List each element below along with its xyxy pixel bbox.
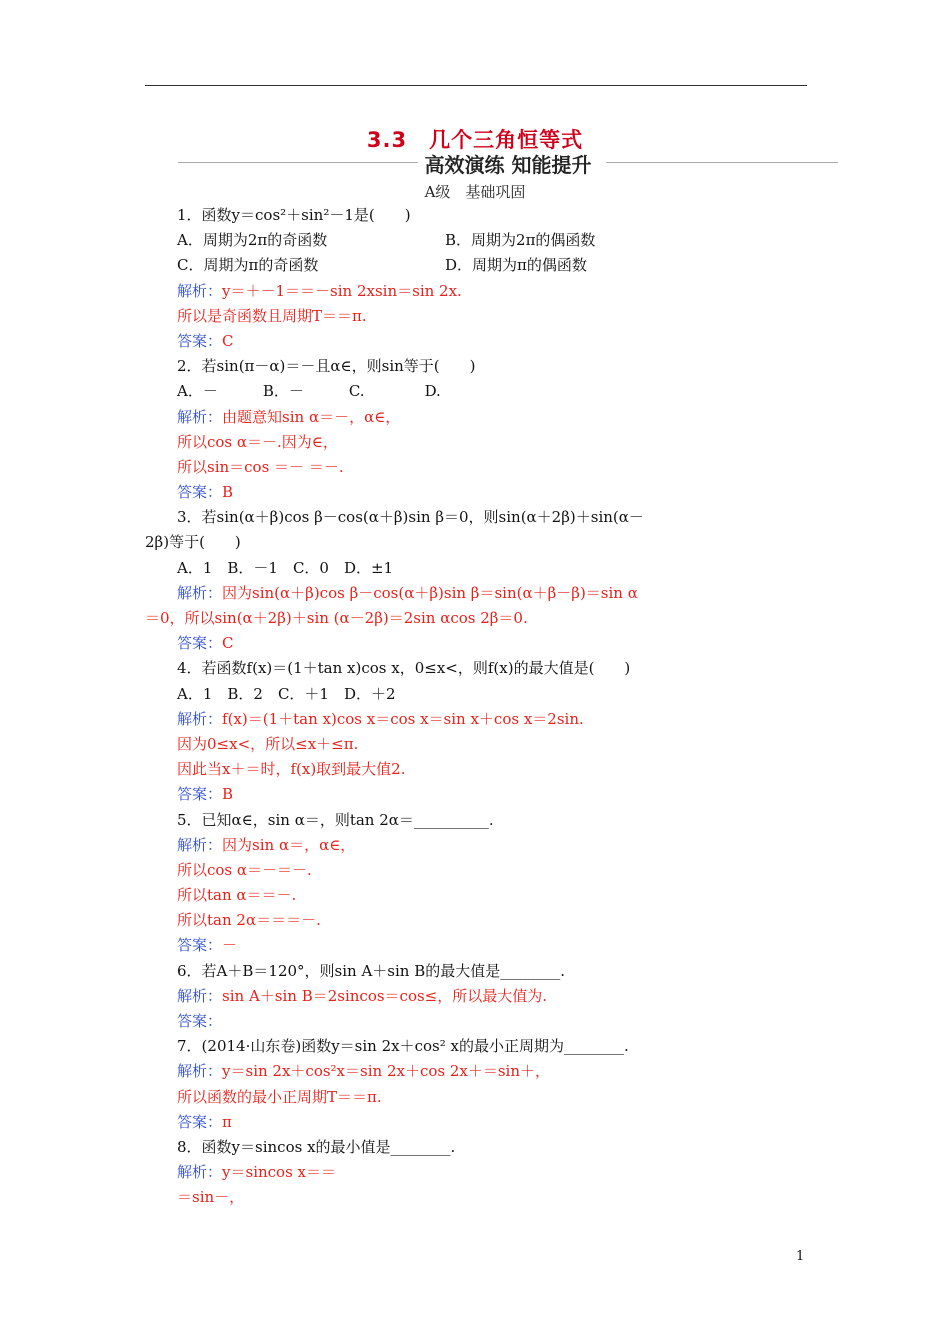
answer-value: －: [222, 936, 238, 955]
analysis-text: y＝sin 2x＋cos²x＝sin 2x＋cos 2x＋＝sin＋，: [222, 1062, 551, 1081]
q1-option-b: B．周期为2π的偶函数: [445, 231, 596, 250]
q7-stem: 7．(2014·山东卷)函数y＝sin 2x＋cos² x的最小正周期为________.: [177, 1037, 629, 1056]
q2-options: A．－ B．－ C. D.: [177, 382, 441, 401]
analysis-text: 因此当x＋＝时，f(x)取到最大值2.: [177, 760, 406, 779]
q3-stem: 3．若sin(α＋β)cos β－cos(α＋β)sin β＝0，则sin(α＋2β)＋sin(α－: [177, 508, 644, 527]
q1-options-row1: [145, 228, 813, 253]
q1-stem: 1．函数y＝cos²＋sin²－1是( ): [177, 206, 411, 224]
analysis-label: 解析：: [177, 407, 223, 426]
analysis-text: 由题意知sin α＝－，α∈，: [222, 407, 401, 426]
q7-answer: [145, 1110, 813, 1135]
analysis-text: 所以sin＝cos ＝－ ＝－.: [177, 457, 344, 476]
q3-stem-cont: 2β)等于( ): [145, 533, 241, 552]
analysis-text: 因为0≤x<，所以≤x＋≤π.: [177, 734, 359, 753]
analysis-text: 所以是奇函数且周期T＝＝π.: [177, 306, 367, 325]
section-banner: [178, 149, 838, 177]
level-heading: A级 基础巩固: [424, 183, 526, 201]
answer-value: B: [222, 785, 234, 804]
q8-analysis: [145, 1160, 813, 1185]
analysis-label: 解析：: [177, 1062, 223, 1081]
q1-option-d: D．周期为π的偶函数: [445, 256, 587, 275]
q3-options: A．1 B．－1 C．0 D．±1: [177, 558, 394, 577]
answer-label: 答案：: [177, 634, 223, 653]
analysis-text: 因为sin α＝，α∈，: [222, 835, 356, 854]
analysis-label: 解析：: [177, 835, 223, 854]
answer-label: 答案：: [177, 1112, 223, 1131]
analysis-text: f(x)＝(1＋tan x)cos x＝cos x＝sin x＋cos x＝2sin.: [222, 709, 584, 728]
q3-analysis: [145, 581, 813, 606]
answer-label: 答案：: [177, 483, 223, 502]
q2-answer: [145, 480, 813, 505]
analysis-label: 解析：: [177, 281, 223, 300]
page-number: 1: [796, 1249, 805, 1264]
analysis-text: 所以tan α＝＝－.: [177, 886, 297, 905]
analysis-text: 所以cos α＝－.因为∈，: [177, 432, 338, 451]
q1-options-row2: [145, 253, 813, 278]
analysis-text: 所以cos α＝－＝－.: [177, 860, 312, 879]
analysis-label: 解析：: [177, 583, 223, 602]
answer-label: 答案：: [177, 936, 223, 955]
section-title: 3.3 几个三角恒等式: [366, 128, 584, 152]
q1-answer: [145, 329, 813, 354]
q4-options: A．1 B．2 C．＋1 D．＋2: [177, 684, 396, 703]
q1-analysis: [145, 279, 813, 304]
banner-text: 高效演练 知能提升: [424, 153, 592, 177]
q4-answer: [145, 782, 813, 807]
q1-option-a: A．周期为2π的奇函数: [177, 231, 328, 250]
analysis-text: 因为sin(α＋β)cos β－cos(α＋β)sin β＝sin(α＋β－β)＝sin α: [222, 583, 638, 602]
answer-value: C: [222, 331, 234, 350]
q1-option-c: C．周期为π的奇函数: [177, 256, 319, 275]
analysis-text: ＝sin－，: [177, 1188, 245, 1207]
answer-value: C: [222, 634, 234, 653]
q6-stem: 6．若A＋B＝120°，则sin A＋sin B的最大值是________.: [177, 961, 566, 980]
q6-analysis: [145, 984, 813, 1009]
q5-answer: [145, 933, 813, 958]
analysis-text: ＝0，所以sin(α＋2β)＋sin (α－2β)＝2sin αcos 2β＝0.: [145, 609, 528, 627]
q4-stem: 4．若函数f(x)＝(1＋tan x)cos x，0≤x<，则f(x)的最大值是( ): [177, 659, 631, 678]
analysis-label: 解析：: [177, 709, 223, 728]
q6-answer: [145, 1009, 813, 1034]
q7-analysis: [145, 1059, 813, 1084]
exercise-list: [145, 203, 813, 1211]
q5-analysis: [145, 833, 813, 858]
q5-stem: 5．已知α∈，sin α＝，则tan 2α＝__________.: [177, 810, 494, 829]
answer-value: B: [222, 483, 234, 502]
analysis-text: sin A＋sin B＝2sincos＝cos≤，所以最大值为.: [222, 986, 548, 1005]
analysis-text: y＝sincos x＝＝: [222, 1163, 337, 1182]
header-rule: [145, 85, 807, 86]
answer-label: 答案：: [177, 1012, 223, 1030]
q3-answer: [145, 631, 813, 656]
analysis-label: 解析：: [177, 1163, 223, 1182]
q2-stem: 2．若sin(π－α)＝－且α∈，则sin等于( ): [177, 357, 476, 376]
answer-value: π: [222, 1112, 232, 1131]
analysis-text: 所以tan 2α＝＝＝－.: [177, 911, 321, 930]
analysis-text: y＝＋－1＝＝－sin 2xsin＝sin 2x.: [222, 281, 462, 300]
q2-analysis: [145, 405, 813, 430]
q8-stem: 8．函数y＝sincos x的最小值是________.: [177, 1137, 456, 1156]
answer-label: 答案：: [177, 785, 223, 804]
analysis-text: 所以函数的最小正周期T＝＝π.: [177, 1087, 382, 1106]
q4-analysis: [145, 707, 813, 732]
answer-label: 答案：: [177, 331, 223, 350]
analysis-label: 解析：: [177, 986, 223, 1005]
